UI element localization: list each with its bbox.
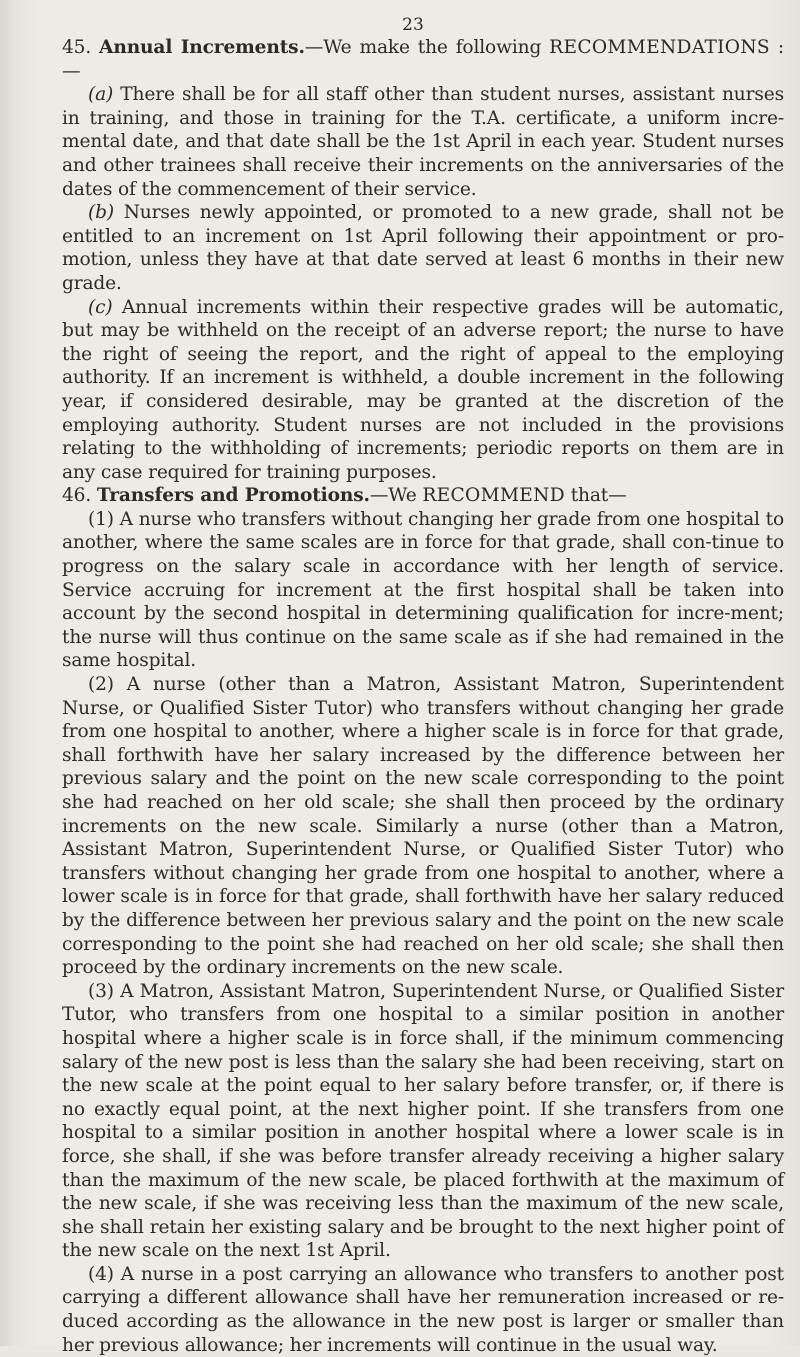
section-45-colon: : — xyxy=(62,37,784,82)
section-46-recommend-word: RECOMMEND xyxy=(422,485,565,507)
paragraph-label: (c) xyxy=(88,296,113,318)
paragraph-text: There shall be for all staff other than student nurses, assistant nurses in training, and those in training for the T.A. certificate, a uniform incre-mental date, and that date shall be the 1st April in each year. Student nurses and other trainees shall receive their increments on the anniversaries of the dates of the commencement of their service. xyxy=(62,84,784,200)
paragraph-text: A nurse in a post carrying an allowance who transfers to another post carrying a different allowance shall have her remuneration increased or re-duced according as the allowance in the new post is larger or smaller than her previous allowance; her increments will continue in the usual way. xyxy=(62,1263,784,1356)
section-46-heading xyxy=(62,484,784,508)
section-45-heading xyxy=(62,36,784,83)
section-45-number: 45. xyxy=(62,37,92,58)
section-45-recommendations-word: RECOMMENDATIONS xyxy=(549,37,770,58)
paragraph-label: (4) xyxy=(88,1263,114,1285)
section-45-title: Annual Increments. xyxy=(99,37,305,58)
page-number: 23 xyxy=(402,15,424,35)
paragraph-45-a xyxy=(62,83,784,201)
paragraph-46-1 xyxy=(62,508,784,673)
paragraph-label: (a) xyxy=(88,84,114,106)
section-46-title: Transfers and Promotions. xyxy=(96,485,370,507)
paragraph-text: Annual increments within their respective grades will be automatic, but may be withheld on the receipt of an adverse report; the nurse to have the right of seeing the report, and the right of appeal to the employing authority. If an increment is withheld, a double increment in the following year, if considered desirable, may be granted at the discretion of the employing authority. Student nurses are not included in the provisions relating to the withholding of increments; periodic reports on them are in any case required for training purposes. xyxy=(62,296,784,483)
paragraph-label: (b) xyxy=(88,202,114,224)
paragraph-label: (1) xyxy=(88,508,114,530)
paragraph-46-2 xyxy=(62,673,784,980)
paragraph-label: (2) xyxy=(88,674,114,696)
section-45-intro: —We make the following xyxy=(304,37,550,58)
paragraph-45-b xyxy=(62,201,784,295)
section-46-number: 46. xyxy=(62,485,92,507)
section-46-after: that— xyxy=(564,485,627,507)
paragraph-label: (3) xyxy=(88,980,114,1002)
page-content xyxy=(62,14,784,1357)
paragraph-text: A nurse (other than a Matron, Assistant Matron, Superintendent Nurse, or Qualified Sister Tutor) who transfers without changing her grade from one hospital to another, where a higher scale is in force for that grade, shall forthwith have her salary increased by the difference between her previous salary and the point on the new scale corresponding to the point she had reached on her old scale; she shall then proceed by the ordinary increments on the new scale. Similarly a nurse (other than a Matron, Assistant Matron, Superintendent Nurse, or Qualified Sister Tutor) who transfers without changing her grade from one hospital to another, where a lower scale is in force for that grade, shall forthwith have her salary reduced by the difference between her previous salary and the point on the new scale corresponding to the point she had reached on her old scale; she shall then proceed by the ordinary increments on the new scale. xyxy=(62,674,785,979)
paragraph-text: Nurses newly appointed, or promoted to a new grade, shall not be entitled to an increment on 1st April following their appointment or pro-motion, unless they have at that date served at least 6 months in their new grade. xyxy=(62,202,785,294)
section-46-intro: —We xyxy=(369,485,423,507)
paragraph-46-3 xyxy=(62,980,784,1263)
paragraph-text: A nurse who transfers without changing her grade from one hospital to another, where the same scales are in force for that grade, shall con-tinue to progress on the salary scale in accordance with her length of service. Service accruing for increment at the first hospital shall be taken into account by the second hospital in determining qualification for incre-ment; the nurse will thus continue on the same scale as if she had remained in the same hospital. xyxy=(62,508,784,672)
paragraph-45-c xyxy=(62,296,784,485)
paragraph-text: A Matron, Assistant Matron, Superintendent Nurse, or Qualified Sister Tutor, who transfers from one hospital to a similar position in another hospital where a higher scale is in force shall, if the minimum commencing salary of the new post is less than the salary she had been receiving, start on the new scale at the point equal to her salary before transfer, or, if there is no exactly equal point, at the next higher point. If she transfers from one hospital to a similar position in another hospital where a lower scale is in force, she shall, if she was before transfer already receiving a higher salary than the maximum of the new scale, be placed forthwith at the maximum of the new scale, if she was receiving less than the maximum of the new scale, she shall retain her existing salary and be brought to the next higher point of the new scale on the next 1st April. xyxy=(62,980,784,1262)
paragraph-46-4 xyxy=(62,1263,784,1357)
